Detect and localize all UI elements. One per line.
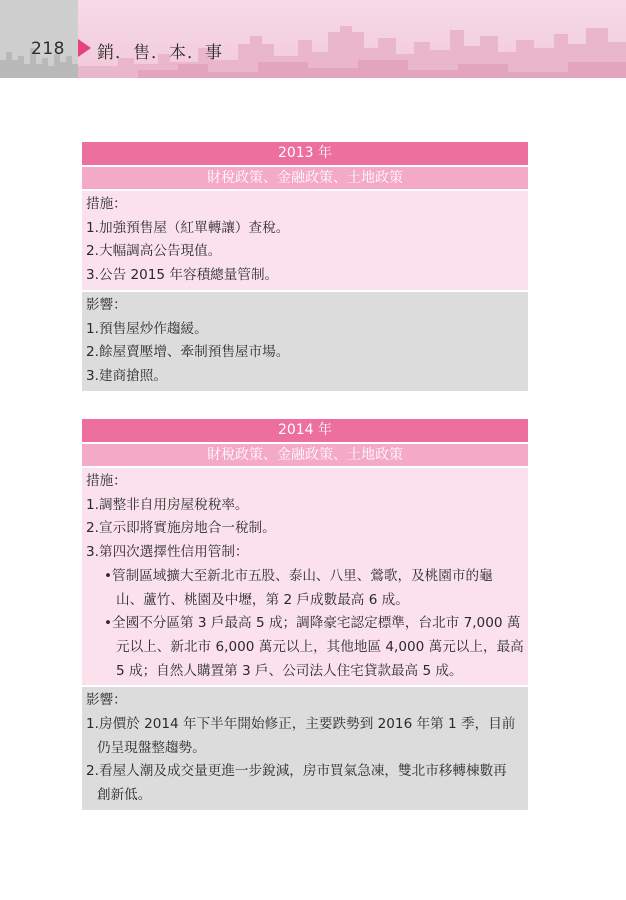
bullet-line: 元以上、新北市 6,000 萬元以上，其他地區 4,000 萬元以上，最高 [116, 638, 524, 655]
bullet-item [86, 612, 522, 683]
bullet-line: 5 成；自然人購置第 3 戶、公司法人住宅貸款最高 5 成。 [116, 662, 463, 679]
impacts-label: 影響： [86, 296, 127, 313]
measures-label: 措施： [86, 473, 127, 489]
impacts-section [82, 292, 528, 391]
policy-subheader: 財稅政策、金融政策、土地政策 [82, 444, 528, 468]
policy-table-2013 [82, 142, 528, 391]
impacts-section [82, 687, 528, 810]
measure-item: 2.宣示即將實施房地合一稅制。 [86, 520, 276, 537]
arrow-right-icon [78, 39, 91, 57]
impact-line: 仍呈現盤整趨勢。 [97, 739, 206, 756]
policy-table-2014 [82, 419, 528, 810]
impact-item: 2.餘屋賣壓增、牽制預售屋市場。 [86, 344, 290, 361]
bullet-line: 山、蘆竹、桃園及中壢，第 2 戶成數最高 6 成。 [116, 591, 409, 608]
measure-item: 3.公告 2015 年容積總量管制。 [86, 267, 279, 284]
measure-item: 3.第四次選擇性信用管制： [86, 544, 249, 561]
impact-line: 創新低。 [97, 787, 152, 804]
measure-item: 1.調整非自用房屋稅稅率。 [86, 496, 249, 513]
bullet-line: •全國不分區第 3 戶最高 5 成；調降豪宅認定標準，台北市 7,000 萬 [104, 615, 521, 632]
policy-subheader: 財稅政策、金融政策、土地政策 [82, 167, 528, 191]
impacts-label: 影響： [86, 692, 127, 709]
impact-line: 2.看屋人潮及成交量更進一步銳減，房市買氣急凍，雙北市移轉棟數再 [86, 763, 507, 780]
bullet-item [86, 565, 522, 612]
year-header: 2014 年 [82, 419, 528, 444]
measure-item: 1.加強預售屋（紅單轉讓）查稅。 [86, 219, 290, 236]
measures-section [82, 191, 528, 292]
page-number: 218 [31, 39, 65, 59]
impact-item [86, 760, 522, 807]
impact-item: 1.預售屋炒作趨緩。 [86, 320, 208, 337]
measure-item: 2.大幅調高公告現值。 [86, 243, 222, 260]
running-title: 銷．售．本．事 [97, 43, 223, 63]
year-header: 2013 年 [82, 142, 528, 167]
impact-item [86, 713, 522, 760]
bullet-line: •管制區域擴大至新北市五股、泰山、八里、鶯歌，及桃園市的龜 [104, 567, 493, 584]
impact-item: 3.建商搶照。 [86, 367, 167, 384]
page-header [0, 0, 626, 78]
impact-line: 1.房價於 2014 年下半年開始修正，主要跌勢到 2016 年第 1 季，目前 [86, 716, 516, 733]
measures-section [82, 468, 528, 687]
measures-label: 措施： [86, 196, 127, 212]
